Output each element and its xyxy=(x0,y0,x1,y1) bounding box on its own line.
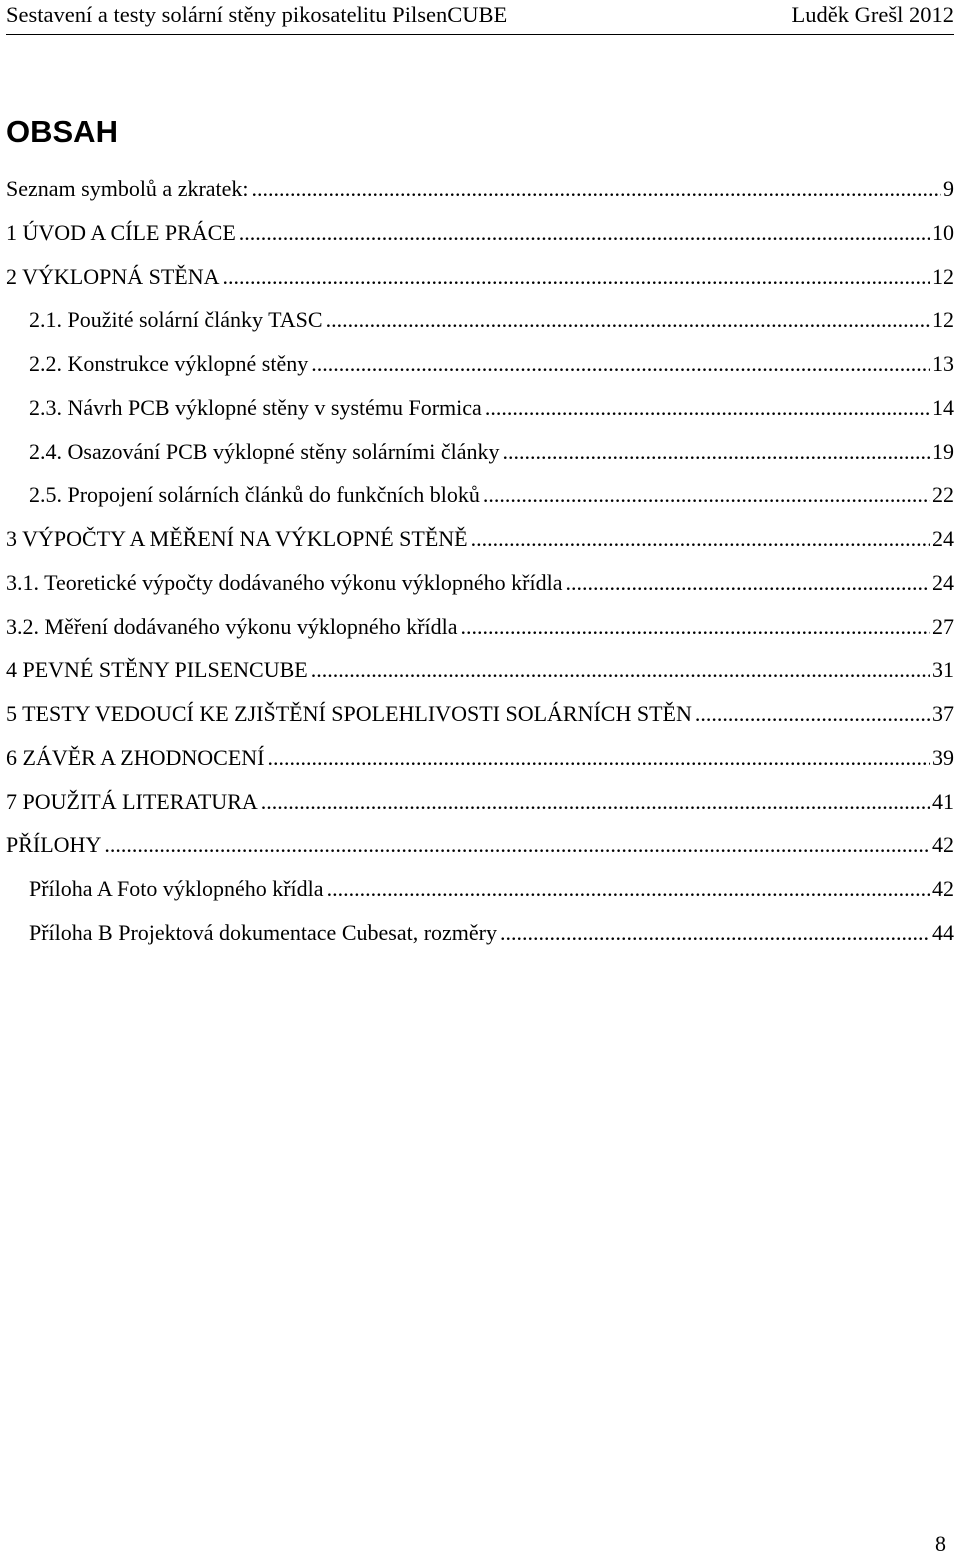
toc-entry[interactable] xyxy=(6,342,954,386)
toc-entry-page: 13 xyxy=(932,351,954,376)
toc-entry-label: Příloha B Projektová dokumentace Cubesat, rozměry xyxy=(29,919,497,945)
toc-entry-page: 9 xyxy=(943,176,954,201)
toc-entry-label: 3.1. Teoretické výpočty dodávaného výkonu výklopného křídla xyxy=(6,569,563,595)
toc-entry-page: 12 xyxy=(932,263,954,289)
toc-dot-leader xyxy=(223,255,931,299)
toc-dot-leader xyxy=(311,648,930,692)
toc-entry-label: 2.2. Konstrukce výklopné stěny xyxy=(29,351,309,376)
table-of-contents xyxy=(6,167,954,955)
toc-entry-label: 2 VÝKLOPNÁ STĚNA xyxy=(6,263,220,289)
header-author-year: Luděk Grešl 2012 xyxy=(791,2,954,27)
toc-dot-leader xyxy=(261,780,930,824)
toc-entry[interactable] xyxy=(6,298,954,342)
toc-entry-page: 22 xyxy=(932,482,954,508)
toc-entry[interactable] xyxy=(6,736,954,780)
toc-entry-label: 3.2. Měření dodávaného výkonu výklopného křídla xyxy=(6,613,458,639)
toc-entry-label: 2.5. Propojení solárních článků do funkčních bloků xyxy=(29,482,480,508)
toc-dot-leader xyxy=(326,298,930,342)
toc-dot-leader xyxy=(239,211,930,255)
toc-entry-page: 37 xyxy=(932,701,954,726)
toc-dot-leader xyxy=(268,736,931,780)
toc-entry-page: 42 xyxy=(932,876,954,901)
toc-entry[interactable] xyxy=(6,167,954,211)
toc-entry[interactable] xyxy=(6,692,954,736)
toc-entry-page: 24 xyxy=(932,526,954,551)
toc-entry-label: 4 PEVNÉ STĚNY PILSENCUBE xyxy=(6,657,308,683)
toc-dot-leader xyxy=(471,517,930,561)
toc-entry-page: 12 xyxy=(932,307,954,333)
toc-entry-label: PŘÍLOHY xyxy=(6,832,102,858)
toc-entry[interactable] xyxy=(6,386,954,430)
toc-entry[interactable] xyxy=(6,605,954,649)
toc-entry-label: 6 ZÁVĚR A ZHODNOCENÍ xyxy=(6,744,265,770)
toc-entry[interactable] xyxy=(6,473,954,517)
header-document-title: Sestavení a testy solární stěny pikosatelitu PilsenCUBE xyxy=(6,2,508,27)
page-number: 8 xyxy=(935,1531,946,1556)
toc-entry[interactable] xyxy=(6,648,954,692)
toc-dot-leader xyxy=(500,911,930,955)
toc-dot-leader xyxy=(483,473,930,517)
toc-entry[interactable] xyxy=(6,780,954,824)
toc-entry-page: 42 xyxy=(932,832,954,858)
toc-entry-page: 44 xyxy=(932,919,954,945)
toc-entry-label: 7 POUŽITÁ LITERATURA xyxy=(6,788,258,814)
toc-entry-page: 41 xyxy=(932,788,954,814)
toc-entry-page: 27 xyxy=(932,613,954,639)
toc-entry-page: 14 xyxy=(932,394,954,420)
toc-entry-label: Příloha A Foto výklopného křídla xyxy=(29,876,324,901)
toc-entry[interactable] xyxy=(6,823,954,867)
toc-entry[interactable] xyxy=(6,255,954,299)
toc-entry-label: 5 TESTY VEDOUCÍ KE ZJIŠTĚNÍ SPOLEHLIVOSTI SOLÁRNÍCH STĚN xyxy=(6,701,692,726)
toc-entry-label: 2.3. Návrh PCB výklopné stěny v systému Formica xyxy=(29,394,482,420)
toc-dot-leader xyxy=(695,692,930,736)
toc-entry-page: 19 xyxy=(932,438,954,464)
toc-dot-leader xyxy=(311,342,930,386)
toc-entry[interactable] xyxy=(6,430,954,474)
toc-dot-leader xyxy=(503,430,931,474)
toc-title: OBSAH xyxy=(6,114,118,149)
toc-dot-leader xyxy=(461,605,930,649)
running-header xyxy=(6,0,954,35)
toc-entry[interactable] xyxy=(6,561,954,605)
toc-entry-label: 1 ÚVOD A CÍLE PRÁCE xyxy=(6,219,236,245)
toc-entry[interactable] xyxy=(6,517,954,561)
toc-entry-page: 39 xyxy=(932,744,954,770)
toc-dot-leader xyxy=(104,823,930,867)
toc-entry-label: 2.4. Osazování PCB výklopné stěny solárními články xyxy=(29,438,500,464)
toc-entry[interactable] xyxy=(6,867,954,911)
toc-entry-label: 3 VÝPOČTY A MĚŘENÍ NA VÝKLOPNÉ STĚNĚ xyxy=(6,526,468,551)
toc-entry-page: 31 xyxy=(932,657,954,683)
toc-entry-page: 10 xyxy=(932,219,954,245)
toc-entry[interactable] xyxy=(6,911,954,955)
toc-entry-page: 24 xyxy=(932,569,954,595)
toc-entry-label: Seznam symbolů a zkratek: xyxy=(6,176,249,201)
toc-entry-label: 2.1. Použité solární články TASC xyxy=(29,307,323,333)
toc-dot-leader xyxy=(485,386,930,430)
toc-dot-leader xyxy=(252,167,941,211)
toc-entry[interactable] xyxy=(6,211,954,255)
toc-dot-leader xyxy=(565,561,930,605)
toc-dot-leader xyxy=(327,867,930,911)
